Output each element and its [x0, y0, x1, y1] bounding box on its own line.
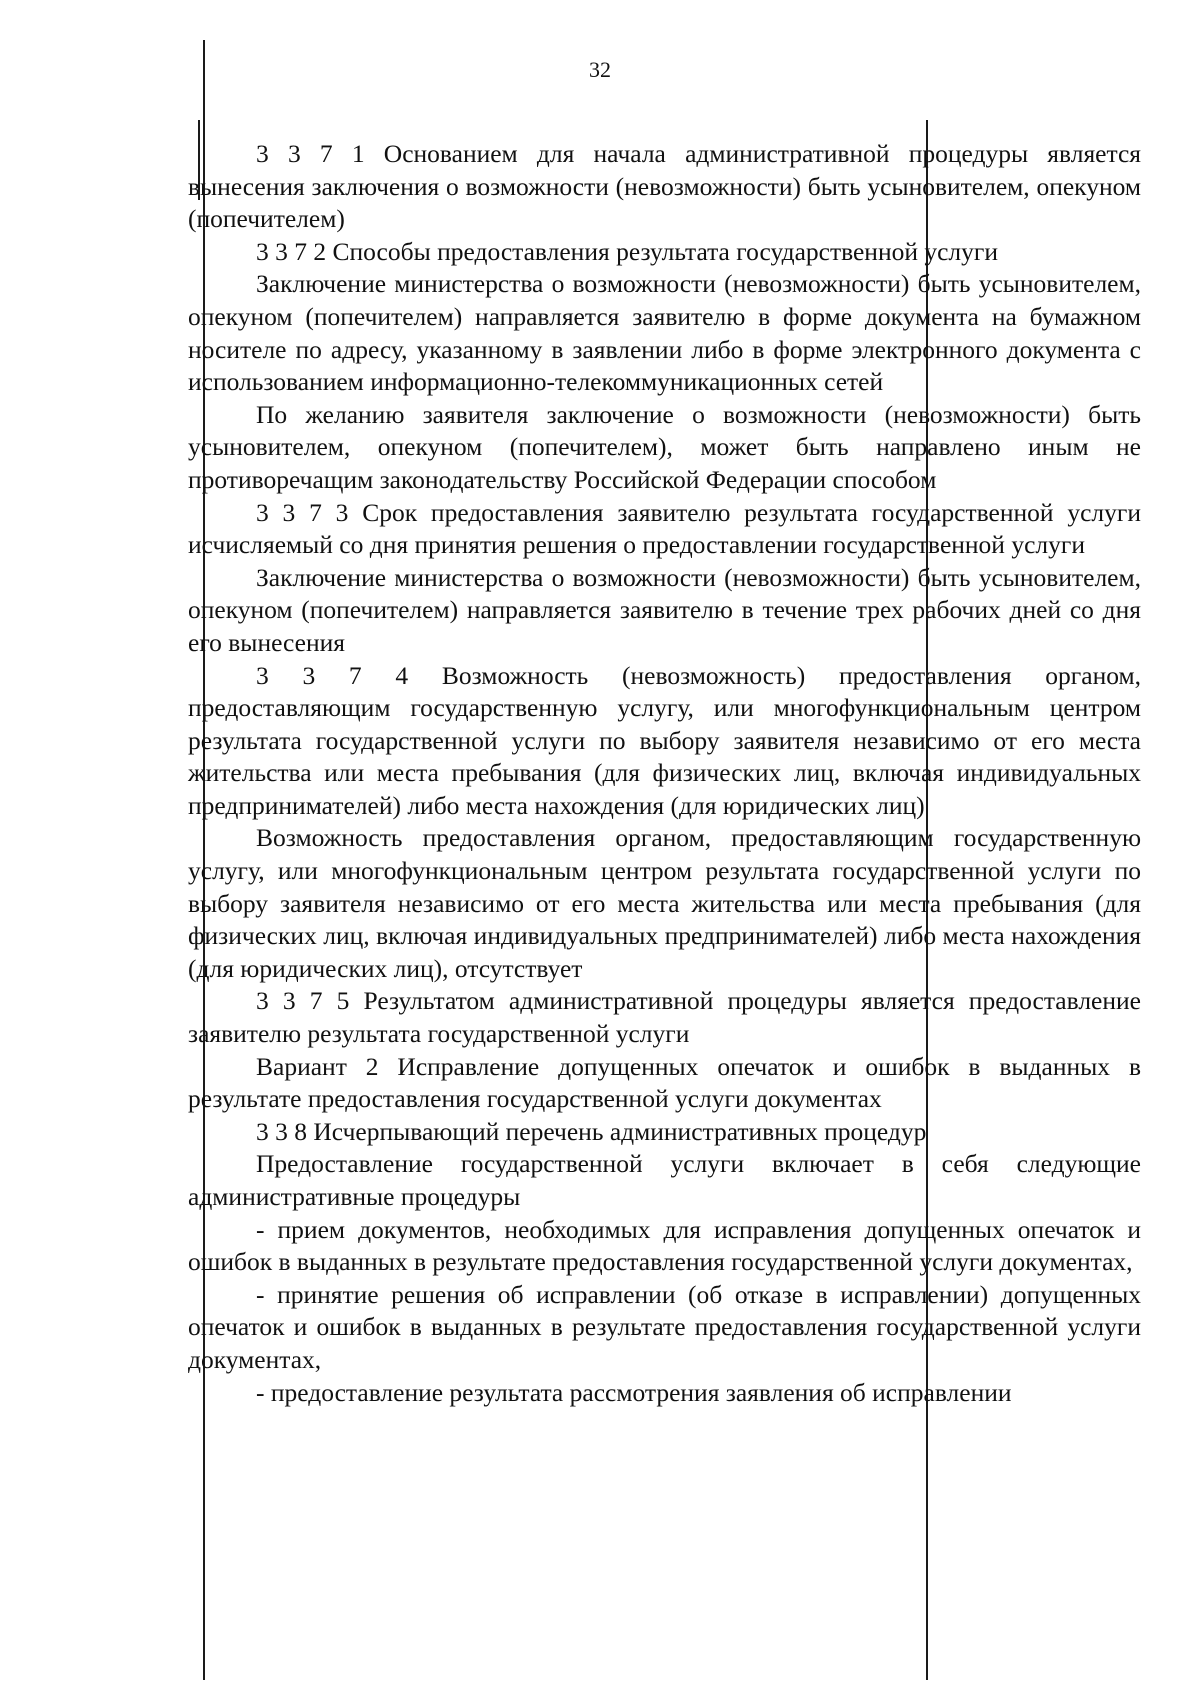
- paragraph-3371: 3 3 7 1 Основанием для начала административной процедуры является вынесения заключения о возможности (невозможности) быть усыновителем, опекуном (попечителем): [188, 139, 1141, 234]
- paragraph-3372: 3 3 7 2 Способы предоставления результата государственной услуги: [256, 236, 999, 266]
- document-body: [188, 138, 1141, 1409]
- paragraph-3374: 3 3 7 4 Возможность (невозможность) предоставления органом, предоставляющим государственную услугу, или многофункциональным центром результата государственной услуги по выбору заявителя независимо от его места жительства или места пребывания (для физических лиц, включая индивидуальных предпринимателей) либо места нахождения (для юридических лиц): [188, 660, 1141, 820]
- paragraph-3373: 3 3 7 3 Срок предоставления заявителю результата государственной услуги исчисляемый со дня принятия решения о предоставлении государственной услуги: [188, 497, 1141, 560]
- paragraph-procedures-intro: Предоставление государственной услуги включает в себя следующие административные процедуры: [188, 1149, 1141, 1211]
- paragraph-3375: 3 3 7 5 Результатом административной процедуры является предоставление заявителю результата государственной услуги: [188, 986, 1141, 1049]
- paragraph-possibility-absent: Возможность предоставления органом, предоставляющим государственную услугу, или многофункциональным центром результата государственной услуги по выбору заявителя независимо от его места жительства или места пребывания (для физических лиц, включая индивидуальных предпринимателей) либо места нахождения (для юридических лиц), отсутствует: [188, 823, 1141, 983]
- list-item-decision: - принятие решения об исправлении (об отказе в исправлении) допущенных опечаток и ошибок в выданных в результате предоставления государственной услуги документах,: [188, 1279, 1141, 1374]
- paragraph-conclusion-delivery: Заключение министерства о возможности (невозможности) быть усыновителем, опекуном (попечителем) направляется заявителю в форме документа на бумажном носителе по адресу, указанному в заявлении либо в форме электронного документа с использованием информационно-телекоммуникационных сетей: [188, 269, 1141, 397]
- paragraph-alternative-delivery: По желанию заявителя заключение о возможности (невозможности) быть усыновителем, опекуном (попечителем), может быть направлено иным не противоречащим законодательству Российской Федерации способом: [188, 399, 1141, 494]
- paragraph-delivery-term: Заключение министерства о возможности (невозможности) быть усыновителем, опекуном (попечителем) направляется заявителю в течение трех рабочих дней со дня его вынесения: [188, 562, 1141, 657]
- paragraph-variant-2-heading: Вариант 2 Исправление допущенных опечаток и ошибок в выданных в результате предоставления государственной услуги документах: [188, 1051, 1141, 1114]
- paragraph-338: 3 3 8 Исчерпывающий перечень административных процедур: [256, 1116, 927, 1146]
- page-number: 32: [589, 57, 611, 82]
- list-item-result: - предоставление результата рассмотрения заявления об исправлении: [256, 1377, 1012, 1407]
- list-item-receipt: - прием документов, необходимых для исправления допущенных опечаток и ошибок в выданных в результате предоставления государственной услуги документах,: [188, 1214, 1141, 1277]
